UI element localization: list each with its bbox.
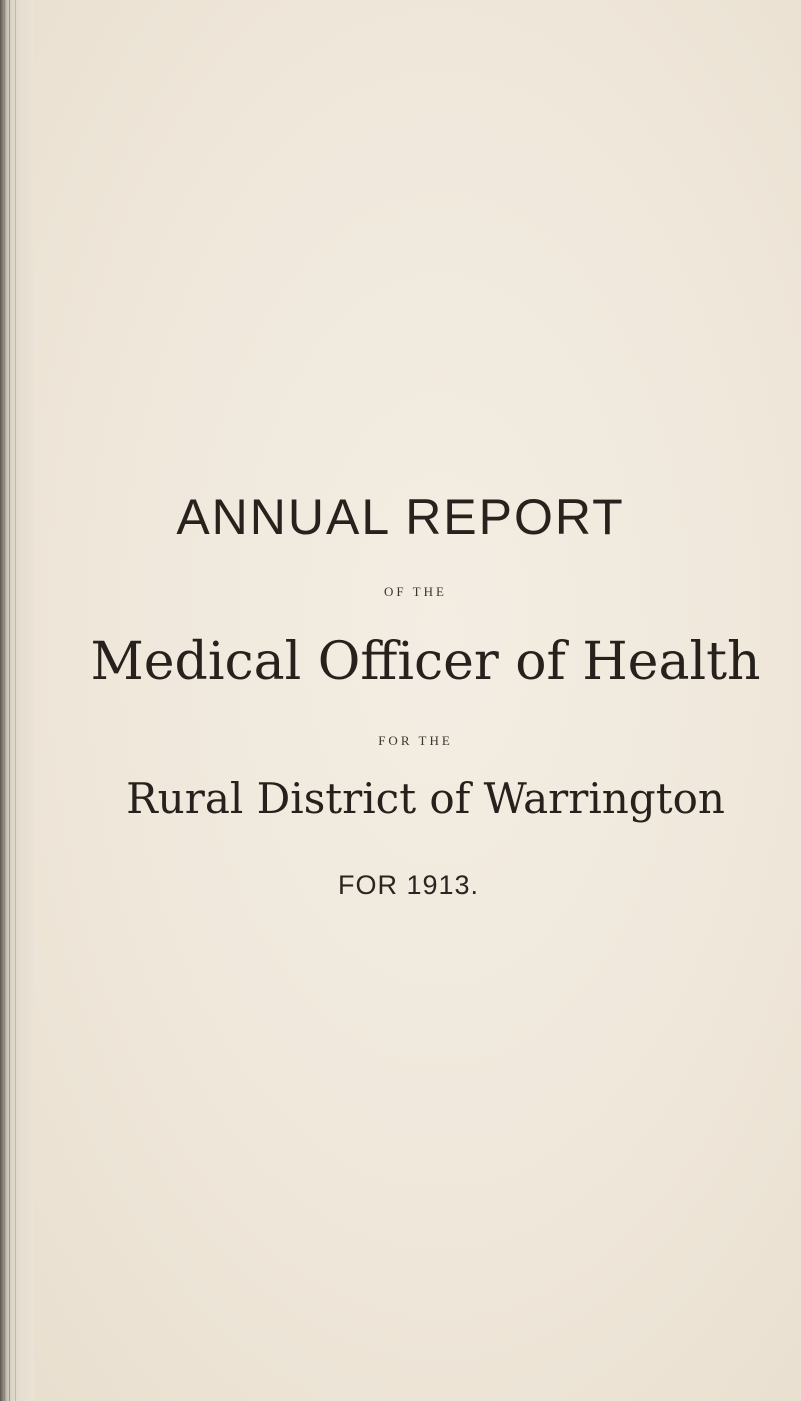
binding-line (9, 0, 10, 1401)
report-subject: Medical Officer of Health (90, 632, 761, 692)
book-binding-edge (0, 0, 34, 1401)
binding-line (15, 0, 16, 1401)
connector-for-the: FOR THE (378, 733, 453, 748)
district-name: Rural District of Warrington (126, 774, 725, 823)
binding-line (4, 0, 5, 1401)
report-heading: ANNUAL REPORT (176, 489, 625, 545)
report-year: FOR 1913. (337, 870, 480, 900)
connector-of-the: OF THE (384, 584, 447, 599)
